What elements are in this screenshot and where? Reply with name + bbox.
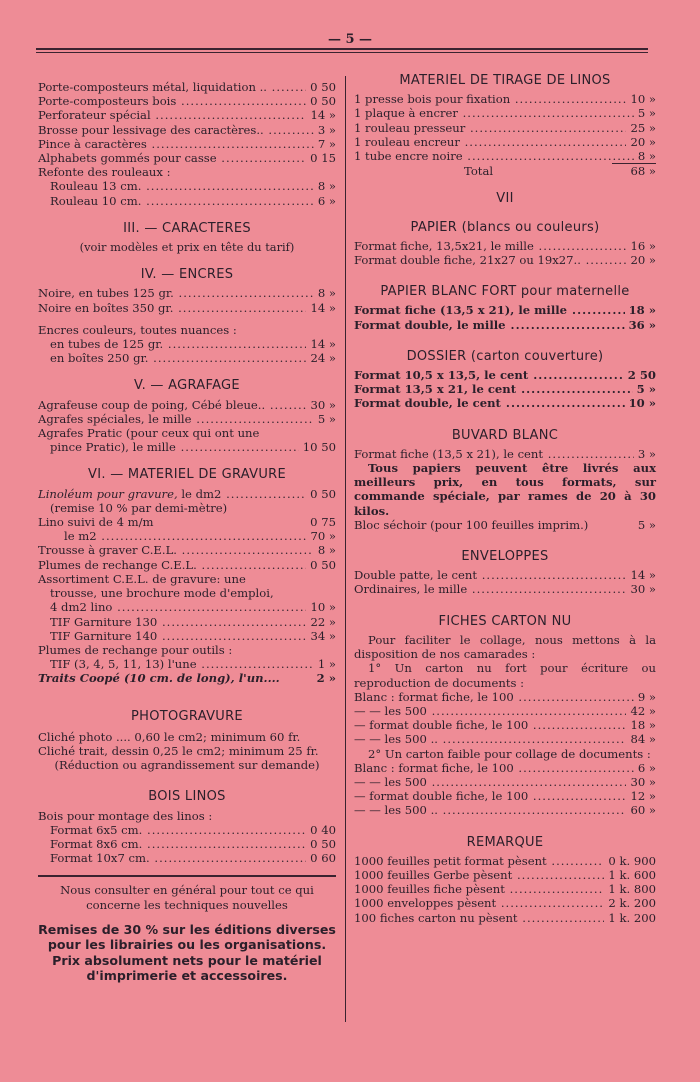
s6-plumes-item-price: 1 » [317, 657, 336, 672]
s3-subtitle: (voir modèles et prix en tête du tarif) [79, 240, 295, 255]
right-column [354, 74, 656, 925]
papier-list [354, 239, 656, 267]
s4-item-label: Noire, en tubes 125 gr. ..... [38, 286, 314, 300]
env-item-label: Double patte, le cent ..... [354, 568, 626, 582]
papier-item-price: 16 » [630, 238, 656, 253]
bois-item-price: 0 50 [310, 836, 336, 851]
remarque-item-row [354, 868, 656, 882]
s4-item-label: Noire en boîtes 350 gr. ..... [38, 301, 306, 315]
bottom-separator [38, 875, 336, 877]
section2-item-label: Porte-composteurs métal, liquidation .. ..... [38, 80, 306, 94]
s5-pratic-row [38, 440, 336, 454]
s5-pratic-price: 10 50 [302, 440, 336, 455]
s4-couleurs-item-price: 14 » [310, 337, 336, 352]
s4-couleurs-item-row [50, 337, 336, 351]
tirage-item-row [354, 106, 656, 120]
s5-item-price: 30 » [310, 397, 336, 412]
carton1-item-label: — format double fiche, le 100 ..... [354, 718, 626, 732]
s6-m2-row [38, 529, 336, 543]
s6-item-price: 8 » [317, 543, 336, 558]
refonte-item-price: 8 » [317, 179, 336, 194]
s6-suivi-label: Lino suivi de 4 m/m [38, 515, 154, 530]
s6-plumes-item-label: TIF (3, 4, 5, 11, 13) l'une ..... [50, 657, 314, 671]
remarque-item-label: 1000 feuilles fiche pèsent ..... [354, 882, 604, 896]
carton1-item-price: 42 » [630, 703, 656, 718]
s6-lino-rest: le dm2 [181, 486, 222, 501]
s6-m2-price: 70 » [310, 529, 336, 544]
total-row [354, 163, 656, 178]
carton1-item-price: 9 » [637, 689, 656, 704]
carton1-item-price: 18 » [630, 718, 656, 733]
tirage-item-label: 1 rouleau encreur ..... [354, 135, 626, 149]
carton2-item-price: 60 » [630, 803, 656, 818]
remarque-item-label: 1000 feuilles Gerbe pèsent ..... [354, 868, 604, 882]
s4-item-row [38, 286, 336, 300]
tirage-list [354, 92, 656, 163]
carton-p2: 2° Un carton faible pour collage de documents : [368, 746, 651, 761]
s5-pratic-label: pince Pratic), le mille ..... [50, 440, 299, 454]
section2-item-price: 0 15 [310, 151, 336, 166]
dossier-item-price: 5 » [636, 382, 656, 397]
section2-item-price: 14 » [310, 108, 336, 123]
refonte-item-row [50, 194, 336, 208]
remarque-item-price: 1 k. 200 [608, 910, 656, 925]
s6-traits-row [38, 671, 336, 685]
photo-line2: Cliché trait, dessin 0,25 le cm2; minimum 25 fr. [38, 743, 319, 758]
s4-couleurs-item-label: en boîtes 250 gr. ..... [50, 351, 306, 365]
carton2-item-row [354, 775, 656, 789]
remarque-item-price: 2 k. 200 [608, 896, 656, 911]
consult-line2: concerne les techniques nouvelles [86, 897, 288, 912]
bloc-label: Bloc séchoir (pour 100 feuilles imprim.) [354, 517, 589, 532]
s3-title: III. — CARACTERES [123, 220, 251, 236]
bois-list [38, 823, 336, 866]
tirage-item-row [354, 135, 656, 149]
s5-item-label: Agrafeuse coup de poing, Cébé bleue.. ..... [38, 398, 306, 412]
s6-item-price: 0 50 [310, 557, 336, 572]
s4-couleurs-label: Encres couleurs, toutes nuances : [38, 322, 237, 337]
fort-item-price: 36 » [628, 317, 656, 332]
section2-item-label: Alphabets gommés pour casse ..... [38, 151, 306, 165]
s4-item-price: 8 » [317, 286, 336, 301]
s6-suivi-price: 0 75 [310, 515, 336, 530]
s6-tif-item-price: 22 » [310, 614, 336, 629]
section2-item-price: 0 50 [310, 94, 336, 109]
dossier-title: DOSSIER (carton couverture) [406, 348, 604, 364]
tirage-item-label: 1 rouleau presseur ..... [354, 121, 626, 135]
carton-block1 [354, 690, 656, 747]
carton1-item-price: 84 » [630, 732, 656, 747]
bloc-price: 5 » [637, 517, 656, 532]
dossier-item-price: 2 50 [627, 368, 656, 383]
refonte-item-row [50, 179, 336, 193]
s6-m2-label: le m2 ..... [64, 529, 306, 543]
page-number: — 5 — [327, 32, 373, 47]
bois-item-label: Format 8x6 cm. ..... [50, 837, 306, 851]
s6-plumes-label: Plumes de rechange pour outils : [38, 642, 233, 657]
carton1-item-label: — — les 500 ..... [354, 704, 626, 718]
tirage-item-price: 10 » [630, 92, 656, 107]
carton2-item-row [354, 803, 656, 817]
s6-item-row [38, 558, 336, 572]
s6-title: VI. — MATERIEL DE GRAVURE [88, 467, 286, 483]
carton1-item-row [354, 718, 656, 732]
s6-plumes-row [38, 657, 336, 671]
tirage-title: MATERIEL DE TIRAGE DE LINOS [399, 73, 611, 88]
remarque-item-row [354, 911, 656, 925]
remarque-item-row [354, 896, 656, 910]
fort-title: PAPIER BLANC FORT pour maternelle [380, 284, 630, 300]
photo-line3: (Réduction ou agrandissement sur demande) [54, 758, 320, 773]
section2-item-row [38, 94, 336, 108]
fort-list [354, 303, 656, 331]
s6-assort-price: 10 » [310, 600, 336, 615]
bois-item-label: Format 10x7 cm. ..... [50, 851, 306, 865]
carton-block2 [354, 761, 656, 818]
s6-item-label: Trousse à graver C.E.L. ..... [38, 543, 314, 557]
carton1-item-row [354, 690, 656, 704]
carton1-item-label: Blanc : format fiche, le 100 ..... [354, 690, 634, 704]
section2-item-price: 3 » [317, 122, 336, 137]
dossier-item-row [354, 368, 656, 382]
carton-title: FICHES CARTON NU [438, 613, 572, 629]
s6-tif-item-row [50, 629, 336, 643]
dossier-item-row [354, 382, 656, 396]
s5-item-price: 5 » [317, 411, 336, 426]
s5-item-label: Agrafes spéciales, le mille ..... [38, 412, 314, 426]
remarque-item-label: 100 fiches carton nu pèsent ..... [354, 911, 604, 925]
s6-tif-item-row [50, 615, 336, 629]
carton2-item-price: 6 » [637, 760, 656, 775]
env-title: ENVELOPPES [461, 549, 549, 565]
top-rule [36, 48, 648, 50]
top-rule-thin [36, 52, 648, 53]
carton2-item-price: 30 » [630, 774, 656, 789]
s5-item-row [38, 398, 336, 412]
s6-item-row [38, 543, 336, 557]
section2-list [38, 80, 336, 165]
s6-traits-label: Traits Coopé (10 cm. de long), l'un.... [38, 671, 280, 686]
papier-item-label: Format fiche, 13,5x21, le mille ..... [354, 239, 626, 253]
s4-couleurs-item-label: en tubes de 125 gr. ..... [50, 337, 306, 351]
bois-item-row [50, 837, 336, 851]
refonte-item-price: 6 » [317, 193, 336, 208]
section2-item-row [38, 123, 336, 137]
section2-item-label: Porte-composteurs bois ..... [38, 94, 306, 108]
s6-lino-label: Linoléum pour gravure, [38, 486, 178, 501]
refonte-list [38, 179, 336, 207]
carton1-item-row [354, 732, 656, 746]
env-item-price: 14 » [630, 568, 656, 583]
buvard-para: Tous papiers peuvent être livrés aux meilleurs prix, en tous formats, sur commande spéciale, par rames de 20 à 30 kilos. [354, 461, 656, 518]
s6-tif-item-label: TIF Garniture 140 ..... [50, 629, 306, 643]
s6-list [38, 543, 336, 571]
s5-item-row [38, 412, 336, 426]
bois-item-price: 0 40 [310, 822, 336, 837]
s5-pratic-line1: Agrafes Pratic (pour ceux qui ont une [38, 426, 260, 441]
refonte-label: Refonte des rouleaux : [38, 165, 171, 180]
remises-notice: Remises de 30 % sur les éditions diverses pour les librairies ou les organisations. Prix absolument nets pour le matériel d'imprimerie et accessoires. [38, 921, 336, 984]
papier-item-row [354, 239, 656, 253]
remarque-title: REMARQUE [466, 834, 544, 850]
carton2-item-label: — — les 500 ..... [354, 775, 626, 789]
s6-tif-item-price: 34 » [310, 628, 336, 643]
dossier-item-row [354, 396, 656, 410]
s6-suivi-row [38, 515, 336, 529]
s6-tif-list [38, 615, 336, 643]
s4-item-price: 14 » [310, 300, 336, 315]
buvard-title: BUVARD BLANC [451, 427, 559, 443]
s7-title: VII [496, 191, 514, 207]
papier-item-row [354, 253, 656, 267]
remarque-item-price: 0 k. 900 [608, 853, 656, 868]
s6-lino-price: 0 50 [310, 486, 336, 501]
photo-title: PHOTOGRAVURE [131, 708, 243, 724]
s4-list [38, 286, 336, 314]
carton-para: Pour faciliter le collage, nous mettons à la disposition de nos camarades : [354, 632, 656, 662]
photo-line1: Cliché photo .... 0,60 le cm2; minimum 60 fr. [38, 729, 301, 744]
carton2-item-price: 12 » [630, 789, 656, 804]
bois-item-row [50, 823, 336, 837]
carton2-item-label: — format double fiche, le 100 ..... [354, 789, 626, 803]
tirage-item-label: 1 tube encre noire ..... [354, 149, 634, 163]
buvard-label: Format fiche (13,5 x 21), le cent ..... [354, 447, 634, 461]
section2-item-row [38, 80, 336, 94]
carton2-item-row [354, 761, 656, 775]
section2-item-price: 7 » [317, 136, 336, 151]
fort-item-label: Format double, le mille ..... [354, 318, 625, 332]
section2-item-row [38, 151, 336, 165]
fort-item-row [354, 303, 656, 317]
s4-item-row [38, 301, 336, 315]
refonte-item-label: Rouleau 13 cm. ..... [50, 179, 314, 193]
tirage-item-label: 1 presse bois pour fixation ..... [354, 92, 626, 106]
carton2-item-row [354, 789, 656, 803]
s6-traits-price: 2 » [316, 671, 336, 686]
tirage-item-price: 8 » [637, 149, 656, 164]
carton1-item-label: — — les 500 .. ..... [354, 732, 626, 746]
tirage-item-price: 20 » [630, 134, 656, 149]
dossier-item-label: Format 10,5 x 13,5, le cent ..... [354, 368, 624, 382]
dossier-item-label: Format 13,5 x 21, le cent ..... [354, 382, 633, 396]
section2-item-price: 0 50 [310, 80, 336, 94]
s4-couleurs-item-row [50, 351, 336, 365]
section2-item-row [38, 108, 336, 122]
s6-lino-row [38, 487, 336, 501]
remarque-item-row [354, 882, 656, 896]
carton-p1: 1° Un carton nu fort pour écriture ou reproduction de documents : [354, 661, 656, 690]
bois-item-price: 0 60 [310, 851, 336, 866]
s4-couleurs-item-price: 24 » [310, 351, 336, 366]
bloc-row [354, 518, 656, 532]
carton1-item-row [354, 704, 656, 718]
remarque-item-row [354, 854, 656, 868]
section2-item-label: Brosse pour lessivage des caractères.. ..... [38, 123, 314, 137]
consult-line1: Nous consulter en général pour tout ce qui [60, 883, 314, 898]
s4-title: IV. — ENCRES [140, 267, 234, 283]
remarque-item-label: 1000 feuilles petit format pèsent ..... [354, 854, 604, 868]
section2-item-row [38, 137, 336, 151]
fort-item-price: 18 » [628, 303, 656, 318]
tirage-item-price: 5 » [637, 106, 656, 121]
bois-title: BOIS LINOS [148, 789, 226, 805]
env-item-price: 30 » [630, 582, 656, 597]
s4-couleurs-list [38, 337, 336, 365]
total-label: Total [464, 164, 494, 179]
bois-item-label: Format 6x5 cm. ..... [50, 823, 306, 837]
s6-assort-line2: trousse, une brochure mode d'emploi, [50, 586, 274, 601]
refonte-item-label: Rouleau 10 cm. ..... [50, 194, 314, 208]
remarque-item-price: 1 k. 600 [608, 867, 656, 882]
remarque-list [354, 854, 656, 925]
tirage-item-row [354, 121, 656, 135]
carton2-item-label: Blanc : format fiche, le 100 ..... [354, 761, 634, 775]
section2-item-label: Perforateur spécial ..... [38, 108, 306, 122]
remarque-item-label: 1000 enveloppes pèsent ..... [354, 896, 604, 910]
bois-item-row [50, 851, 336, 865]
env-item-row [354, 582, 656, 596]
carton2-item-label: — — les 500 .. ..... [354, 803, 626, 817]
s5-title: V. — AGRAFAGE [134, 378, 240, 394]
fort-item-label: Format fiche (13,5 x 21), le mille ..... [354, 303, 625, 317]
papier-item-price: 20 » [630, 253, 656, 268]
env-list [354, 568, 656, 596]
s6-item-label: Plumes de rechange C.E.L. ..... [38, 558, 306, 572]
tirage-item-price: 25 » [630, 120, 656, 135]
s5-list [38, 398, 336, 426]
fort-item-row [354, 318, 656, 332]
total-price: 68 » [612, 163, 656, 178]
tirage-item-label: 1 plaque à encrer ..... [354, 106, 634, 120]
s6-assort-row [38, 600, 336, 614]
buvard-price: 3 » [637, 446, 656, 461]
env-item-label: Ordinaires, le mille ..... [354, 582, 626, 596]
s6-tif-item-label: TIF Garniture 130 ..... [50, 615, 306, 629]
buvard-row [354, 447, 656, 461]
s6-lino-remise: (remise 10 % par demi-mètre) [50, 500, 228, 515]
left-column [38, 80, 336, 984]
dossier-item-label: Format double, le cent ..... [354, 396, 625, 410]
env-item-row [354, 568, 656, 582]
remarque-item-price: 1 k. 800 [608, 882, 656, 897]
section2-item-label: Pince à caractères ..... [38, 137, 314, 151]
dossier-list [354, 368, 656, 411]
s6-assort-line3: 4 dm2 lino ..... [50, 600, 306, 614]
papier-item-label: Format double fiche, 21x27 ou 19x27.. ..... [354, 253, 626, 267]
bois-label: Bois pour montage des linos : [38, 808, 213, 823]
s6-assort-line1: Assortiment C.E.L. de gravure: une [38, 571, 246, 586]
papier-title: PAPIER (blancs ou couleurs) [410, 219, 600, 235]
column-divider [345, 76, 346, 1022]
tirage-item-row [354, 92, 656, 106]
dossier-item-price: 10 » [628, 396, 656, 411]
tirage-item-row [354, 149, 656, 163]
